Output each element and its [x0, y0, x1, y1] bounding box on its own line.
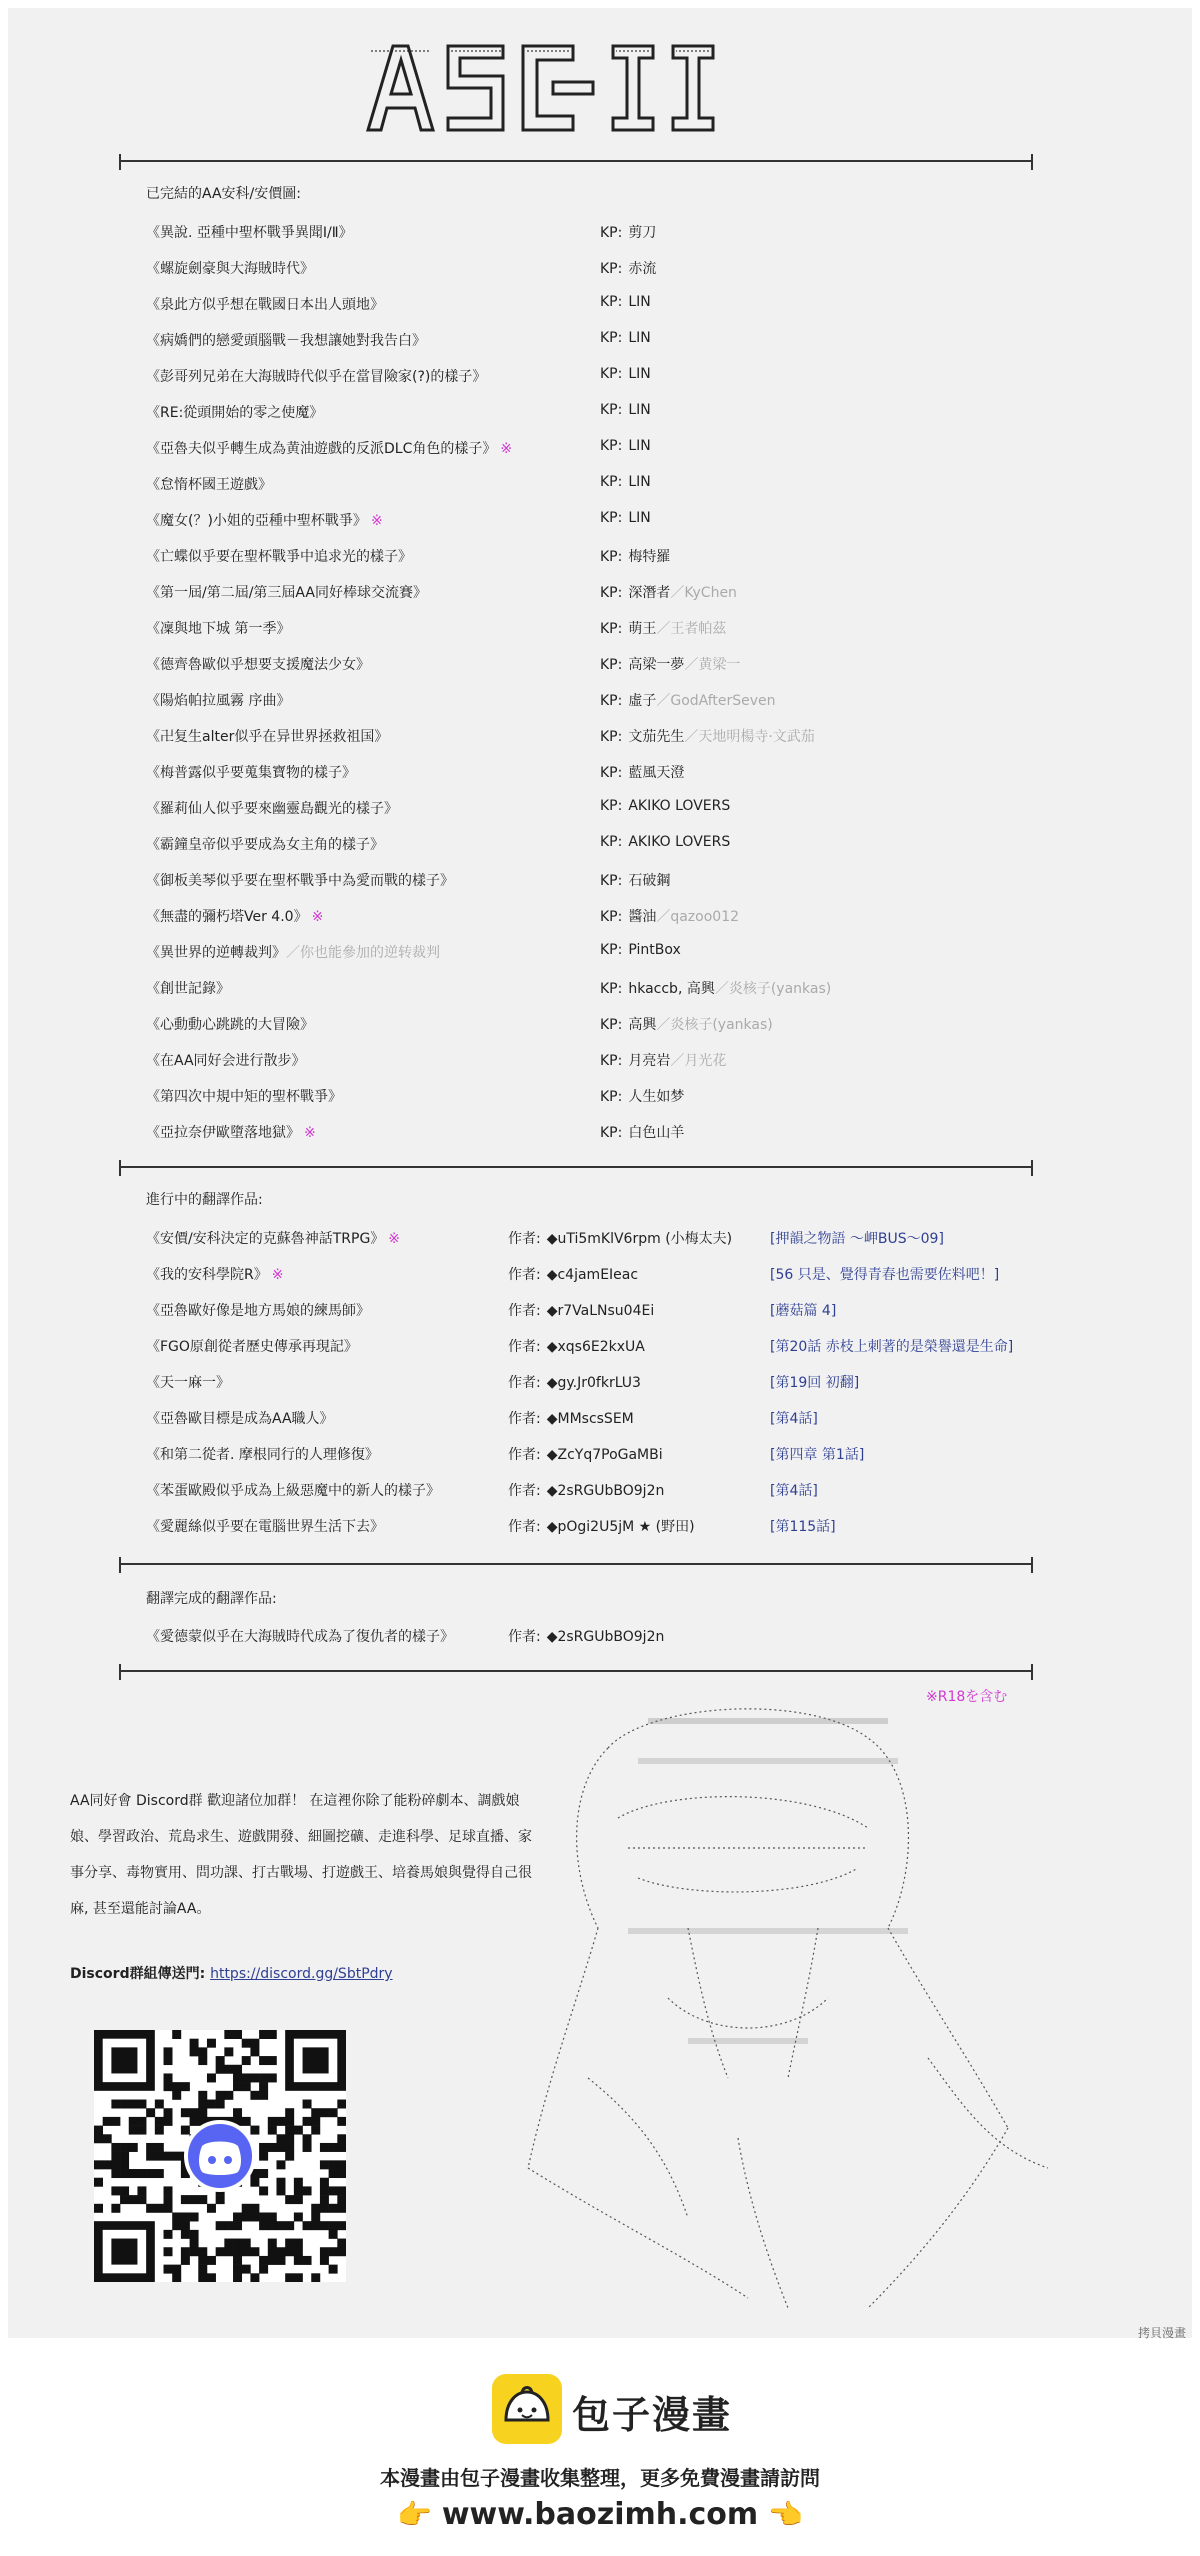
work-title-text: 《陽焰帕拉風霧 序曲》 [146, 693, 291, 709]
kp-name: 文茄先生 [628, 729, 685, 745]
author-label: 作者: [508, 1231, 541, 1247]
r18-mark: ※ [500, 441, 513, 457]
kp-name: LIN [628, 474, 651, 490]
r18-mark: ※ [388, 1231, 401, 1247]
work-title-text: 《第四次中規中矩的聖杯戰爭》 [146, 1089, 342, 1105]
kp-label: KP: [600, 873, 623, 889]
work-title-text: 《心動動心跳跳的大冒險》 [146, 1017, 314, 1033]
work-title-text: 《螺旋劍豪與大海賊時代》 [146, 261, 314, 277]
work-title-text: 《我的安科學院R》 [146, 1267, 268, 1283]
kp-name: LIN [628, 438, 651, 454]
brand-description: 本漫畫由包子漫畫收集整理，更多免費漫畫請訪問 [380, 2466, 820, 2490]
work-title [146, 1336, 358, 1356]
baozi-logo-icon [492, 2374, 562, 2444]
kp-name: 萌王 [628, 621, 657, 637]
discord-link-label: Discord群組傳送門: [70, 1966, 206, 1982]
author-label: 作者: [508, 1267, 541, 1283]
work-title-text: 《FGO原創從者歷史傳承再現記》 [146, 1339, 358, 1355]
work-title [146, 690, 290, 710]
author-label: 作者: [508, 1447, 541, 1463]
kp-credit [600, 474, 651, 490]
work-title-text: 《苯蛋歐殿似乎成為上級惡魔中的新人的樣子》 [146, 1483, 440, 1499]
kp-label: KP: [600, 765, 623, 781]
kp-credit [600, 402, 651, 418]
discord-link[interactable]: https://discord.gg/SbtPdry [210, 1966, 393, 1982]
divider [121, 1166, 1031, 1168]
work-title-text: 《梅普露似乎要蒐集寶物的樣子》 [146, 765, 356, 781]
work-title-text: 《在AA同好会进行散步》 [146, 1053, 306, 1069]
pointing-left-icon: 👈 [768, 2498, 804, 2531]
kp-name: 赤流 [628, 261, 657, 277]
author-label: 作者: [508, 1519, 541, 1535]
author-credit [508, 1408, 634, 1428]
author-credit [508, 1516, 695, 1536]
kp-alias: ／月光花 [670, 1053, 727, 1069]
work-title [146, 402, 323, 422]
kp-alias: ／qazoo012 [656, 909, 740, 925]
work-title [146, 1516, 384, 1536]
work-title-text: 《第一屆/第二屆/第三屆AA同好棒球交流賽》 [146, 585, 427, 601]
kp-credit [600, 762, 684, 782]
kp-credit [600, 582, 737, 602]
work-title [146, 762, 356, 782]
kp-credit [600, 726, 815, 746]
latest-chapter-link[interactable]: [第4話] [770, 1483, 818, 1499]
kp-label: KP: [600, 798, 623, 814]
work-title [146, 618, 290, 638]
kp-credit [600, 366, 651, 382]
work-title-text: 《亞拉奈伊歐墮落地獄》 [146, 1125, 300, 1141]
work-title [146, 546, 412, 566]
kp-name: LIN [628, 402, 651, 418]
kp-name: 月亮岩 [628, 1053, 671, 1069]
latest-chapter-link[interactable]: [第四章 第1話] [770, 1447, 865, 1463]
work-title [146, 834, 384, 854]
kp-name: AKIKO LOVERS [628, 798, 731, 814]
kp-credit [600, 978, 831, 998]
finished-section-title: 翻譯完成的翻譯作品: [146, 1591, 277, 1607]
kp-name: 白色山羊 [628, 1125, 685, 1141]
completed-section-title: 已完結的AA安科/安價圖: [146, 186, 301, 202]
kp-label: KP: [600, 294, 623, 310]
author-credit [508, 1300, 654, 1320]
kp-name: LIN [628, 294, 651, 310]
kp-label: KP: [600, 330, 623, 346]
latest-chapter-link[interactable]: [第4話] [770, 1411, 818, 1427]
author-label: 作者: [508, 1411, 541, 1427]
work-title [146, 978, 230, 998]
author-name: ◆gy.Jr0fkrLU3 [546, 1375, 641, 1391]
kp-alias: ／王者帕茲 [656, 621, 727, 637]
work-title [146, 294, 384, 314]
kp-name: LIN [628, 510, 651, 526]
work-title [146, 942, 440, 962]
kp-credit [600, 690, 776, 710]
kp-name: LIN [628, 366, 651, 382]
kp-name: 深潛者 [628, 585, 671, 601]
work-title-text: 《魔女(？)小姐的亞種中聖杯戰爭》 [146, 513, 367, 529]
latest-chapter-link[interactable]: [蘑菇篇 4] [770, 1303, 837, 1319]
work-title-text: 《德齊魯歐似乎想要支援魔法少女》 [146, 657, 370, 673]
r18-mark: ※ [370, 513, 383, 529]
work-title-text: 《怠惰杯國王遊戲》 [146, 477, 272, 493]
work-title-text: 《亞魯夫似乎轉生成為黄油遊戲的反派DLC角色的樣子》 [146, 441, 497, 457]
work-title [146, 222, 353, 242]
author-name: ◆2sRGUbBO9j2n [546, 1629, 665, 1645]
work-title [146, 870, 454, 890]
kp-label: KP: [600, 621, 623, 637]
author-label: 作者: [508, 1303, 541, 1319]
work-title-text: 《RE:從頭開始的零之使魔》 [146, 405, 324, 421]
kp-name: 高興 [628, 1017, 657, 1033]
kp-credit [600, 222, 656, 242]
author-credit [508, 1264, 638, 1284]
work-title [146, 1228, 400, 1248]
work-title-text: 《安價/安科決定的克蘇魯神話TRPG》 [146, 1231, 385, 1247]
kp-credit [600, 1050, 726, 1070]
discord-link-line [70, 1963, 393, 1983]
author-label: 作者: [508, 1375, 541, 1391]
kp-label: KP: [600, 1017, 623, 1033]
in-progress-section-title: 進行中的翻譯作品: [146, 1192, 263, 1208]
work-title-text: 《天一麻一》 [146, 1375, 230, 1391]
kp-label: KP: [600, 402, 623, 418]
work-title [146, 330, 426, 350]
kp-label: KP: [600, 657, 623, 673]
kp-credit [600, 654, 740, 674]
kp-name: 梅特羅 [628, 549, 671, 565]
kp-name: hkaccb, 高興 [628, 981, 715, 997]
kp-name: 人生如梦 [628, 1089, 685, 1105]
latest-chapter-link[interactable]: [押韻之物語 ～岬BUS～09] [770, 1231, 944, 1247]
author-name: ◆MMscsSEM [546, 1411, 634, 1427]
work-title [146, 582, 427, 602]
work-title [146, 1300, 370, 1320]
work-title [146, 258, 314, 278]
kp-name: 石破鋼 [628, 873, 671, 889]
author-credit [508, 1480, 664, 1500]
work-title-text: 《卍复生alter似乎在异世界拯救祖国》 [146, 729, 389, 745]
kp-label: KP: [600, 693, 623, 709]
kp-credit [600, 546, 670, 566]
divider [121, 1563, 1031, 1565]
kp-credit [600, 438, 651, 454]
work-title-text: 《霸鐘皇帝似乎要成為女主角的樣子》 [146, 837, 384, 853]
kp-credit [600, 294, 651, 310]
kp-alias: ／黄梁一 [684, 657, 741, 673]
work-title-text: 《異世界的逆轉裁判》 [146, 945, 286, 961]
work-title-text: 《和第二從者. 摩根同行的人理修復》 [146, 1447, 379, 1463]
work-title [146, 654, 370, 674]
kp-credit [600, 798, 730, 814]
author-name: ◆pOgi2U5jM ★ (野田) [546, 1519, 695, 1535]
kp-name: 藍風天澄 [628, 765, 685, 781]
qr-code [94, 2030, 346, 2282]
work-title-text: 《異說. 亞種中聖杯戰爭異聞Ⅰ/Ⅱ》 [146, 225, 353, 241]
kp-name: PintBox [628, 942, 681, 958]
kp-label: KP: [600, 474, 623, 490]
work-title-text: 《亡蝶似乎要在聖杯戰爭中追求光的樣子》 [146, 549, 412, 565]
work-title-text: 《病嬌們的戀愛頭腦戰－我想讓她對我告白》 [146, 333, 426, 349]
work-title [146, 366, 486, 386]
author-label: 作者: [508, 1629, 541, 1645]
work-title [146, 1122, 316, 1142]
watermark: 拷貝漫畫 [1138, 2326, 1187, 2340]
kp-name: 高梁一夢 [628, 657, 685, 673]
latest-chapter-link[interactable]: [第20話 赤枝上刺著的是榮譽還是生命] [770, 1339, 1014, 1355]
pointing-right-icon: 👉 [396, 2498, 432, 2531]
latest-chapter-link[interactable]: [56 只是、覺得青春也需要佐料吧！] [770, 1267, 1000, 1283]
work-title-text: 《羅莉仙人似乎要來幽靈島觀光的樣子》 [146, 801, 398, 817]
kp-label: KP: [600, 366, 623, 382]
work-title-text: 《創世記錄》 [146, 981, 230, 997]
work-title-text: 《彭哥列兄弟在大海賊時代似乎在當冒險家(?)的樣子》 [146, 369, 487, 385]
work-title-text: 《泉此方似乎想在戰國日本出人頭地》 [146, 297, 384, 313]
kp-label: KP: [600, 438, 623, 454]
work-title [146, 1264, 283, 1284]
author-label: 作者: [508, 1339, 541, 1355]
kp-credit [600, 618, 726, 638]
kp-credit [600, 258, 656, 278]
work-title [146, 1050, 306, 1070]
kp-credit [600, 942, 681, 958]
author-name: ◆2sRGUbBO9j2n [546, 1483, 665, 1499]
kp-credit [600, 1014, 773, 1034]
author-name: ◆r7VaLNsu04Ei [546, 1303, 655, 1319]
kp-alias: ／GodAfterSeven [656, 693, 776, 709]
work-title [146, 1372, 230, 1392]
kp-label: KP: [600, 942, 623, 958]
kp-name: AKIKO LOVERS [628, 834, 731, 850]
brand-url[interactable]: www.baozimh.com [441, 2497, 759, 2532]
work-title [146, 1480, 440, 1500]
author-credit [508, 1444, 663, 1464]
kp-credit [600, 834, 730, 850]
work-title [146, 798, 398, 818]
kp-label: KP: [600, 1053, 623, 1069]
r18-mark: ※ [304, 1125, 316, 1141]
divider [121, 1670, 1031, 1672]
r18-mark: ※ [311, 909, 324, 925]
author-credit [508, 1626, 664, 1646]
r18-note: ※R18を含む [926, 1689, 1008, 1705]
work-title-text: 《御板美琴似乎要在聖杯戰爭中為愛而戰的樣子》 [146, 873, 454, 889]
kp-label: KP: [600, 909, 623, 925]
work-title [146, 726, 388, 746]
work-title [146, 1086, 342, 1106]
kp-label: KP: [600, 729, 623, 745]
author-credit [508, 1336, 645, 1356]
work-title: 《愛德蒙似乎在大海賊時代成為了復仇者的樣子》 [146, 1629, 454, 1645]
kp-alias: ／KyChen [670, 585, 737, 601]
work-title-text: 《亞魯歐目標是成為AA職人》 [146, 1411, 334, 1427]
kp-credit [600, 1086, 684, 1106]
kp-name: 剪刀 [628, 225, 657, 241]
work-title [146, 474, 272, 494]
author-credit [508, 1228, 732, 1248]
work-title-text: 《無盡的彌朽塔Ver 4.0》 [146, 909, 308, 925]
latest-chapter-link[interactable]: [第115話] [770, 1519, 836, 1535]
author-name: ◆ZcYq7PoGaMBi [546, 1447, 663, 1463]
ascii-art-character [488, 1698, 1088, 2318]
kp-label: KP: [600, 585, 623, 601]
author-credit [508, 1372, 641, 1392]
author-name: ◆c4jamEIeac [546, 1267, 639, 1283]
latest-chapter-link[interactable]: [第19回 初翻] [770, 1375, 860, 1391]
kp-label: KP: [600, 549, 623, 565]
kp-name: 醬油 [628, 909, 657, 925]
divider [121, 160, 1031, 162]
kp-credit [600, 906, 739, 926]
kp-label: KP: [600, 225, 623, 241]
work-title [146, 1444, 379, 1464]
kp-alias: ／炎核子(yankas) [656, 1017, 773, 1033]
work-title-text: 《亞魯歐好像是地方馬娘的練馬師》 [146, 1303, 370, 1319]
r18-mark: ※ [271, 1267, 284, 1283]
page-panel [8, 8, 1192, 2338]
kp-credit [600, 870, 670, 890]
kp-alias: ／天地明楊寺·文武茄 [684, 729, 815, 745]
author-name: ◆uTi5mKlV6rpm (小梅太夫) [546, 1231, 733, 1247]
kp-label: KP: [600, 1089, 623, 1105]
kp-credit [600, 1122, 684, 1142]
author-name: ◆xqs6E2kxUA [546, 1339, 645, 1355]
brand-url-line [0, 2497, 1200, 2532]
work-title-text: 《愛麗絲似乎要在電腦世界生活下去》 [146, 1519, 384, 1535]
work-title [146, 510, 383, 530]
work-title [146, 906, 323, 926]
work-title-note: ／你也能參加的逆转裁判 [286, 945, 440, 961]
kp-label: KP: [600, 510, 623, 526]
kp-label: KP: [600, 1125, 623, 1141]
kp-label: KP: [600, 261, 623, 277]
kp-credit [600, 330, 651, 346]
discord-description: AA同好會 Discord群 歡迎諸位加群！ 在這裡你除了能粉碎劇本、調戲娘娘、學習政治、荒島求生、遊戲開發、細圖挖礦、走進科學、足球直播、家事分享、毒物實用、問功課、打古戰場、打遊戲王、培養馬娘與覺得自己很麻, 甚至還能討論AA。 [70, 1793, 532, 1917]
work-title [146, 1408, 334, 1428]
kp-alias: ／炎核子(yankas) [714, 981, 832, 997]
kp-name: 虛子 [628, 693, 657, 709]
work-title-text: 《凜與地下城 第一季》 [146, 621, 291, 637]
brand-name: 包子漫畫 [572, 2393, 733, 2437]
work-title [146, 1014, 314, 1034]
work-title [146, 438, 512, 458]
author-label: 作者: [508, 1483, 541, 1499]
kp-name: LIN [628, 330, 651, 346]
ascii-logo [363, 38, 763, 138]
kp-label: KP: [600, 834, 623, 850]
kp-credit [600, 510, 651, 526]
kp-label: KP: [600, 981, 623, 997]
